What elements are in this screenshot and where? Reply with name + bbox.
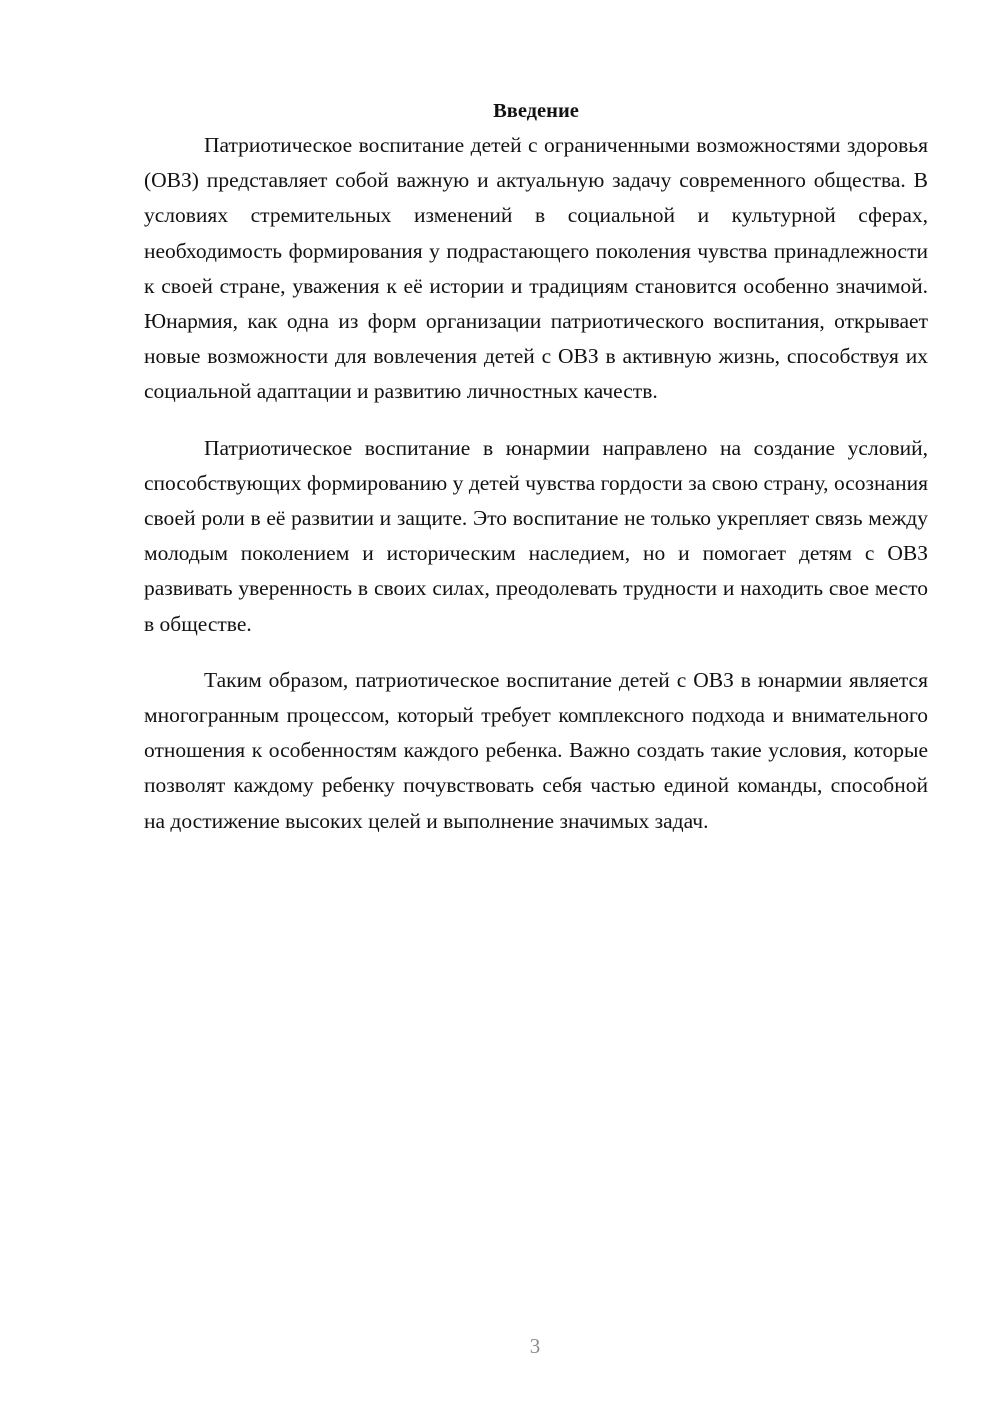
paragraph-1: Патриотическое воспитание детей с ограниченными возможностями здоровья (ОВЗ) представляет собой важную и актуальную задачу современного общества. В условиях стремительных изменений в социальной и культурной сферах, необходимость формирования у подрастающего поколения чувства принадлежности к своей стране, уважения к её истории и традициям становится особенно значимой. Юнармия, как одна из форм организации патриотического воспитания, открывает новые возможности для вовлечения детей с ОВЗ в активную жизнь, способствуя их социальной адаптации и развитию личностных качеств. bbox=[144, 133, 928, 404]
section-heading: Введение bbox=[493, 100, 579, 122]
page-number: 3 bbox=[529, 1334, 541, 1358]
page-content bbox=[144, 96, 928, 839]
paragraph-2: Патриотическое воспитание в юнармии направлено на создание условий, способствующих формированию у детей чувства гордости за свою страну, осознания своей роли в её развитии и защите. Это воспитание не только укрепляет связь между молодым поколением и историческим наследием, но и помогает детям с ОВЗ развивать уверенность в своих силах, преодолевать трудности и находить свое место в обществе. bbox=[144, 435, 928, 636]
paragraph-3: Таким образом, патриотическое воспитание детей с ОВЗ в юнармии является многогранным процессом, который требует комплексного подхода и внимательного отношения к особенностям каждого ребенка. Важно создать такие условия, которые позволят каждому ребенку почувствовать себя частью единой команды, способной на достижение высоких целей и выполнение значимых задач. bbox=[144, 667, 928, 833]
